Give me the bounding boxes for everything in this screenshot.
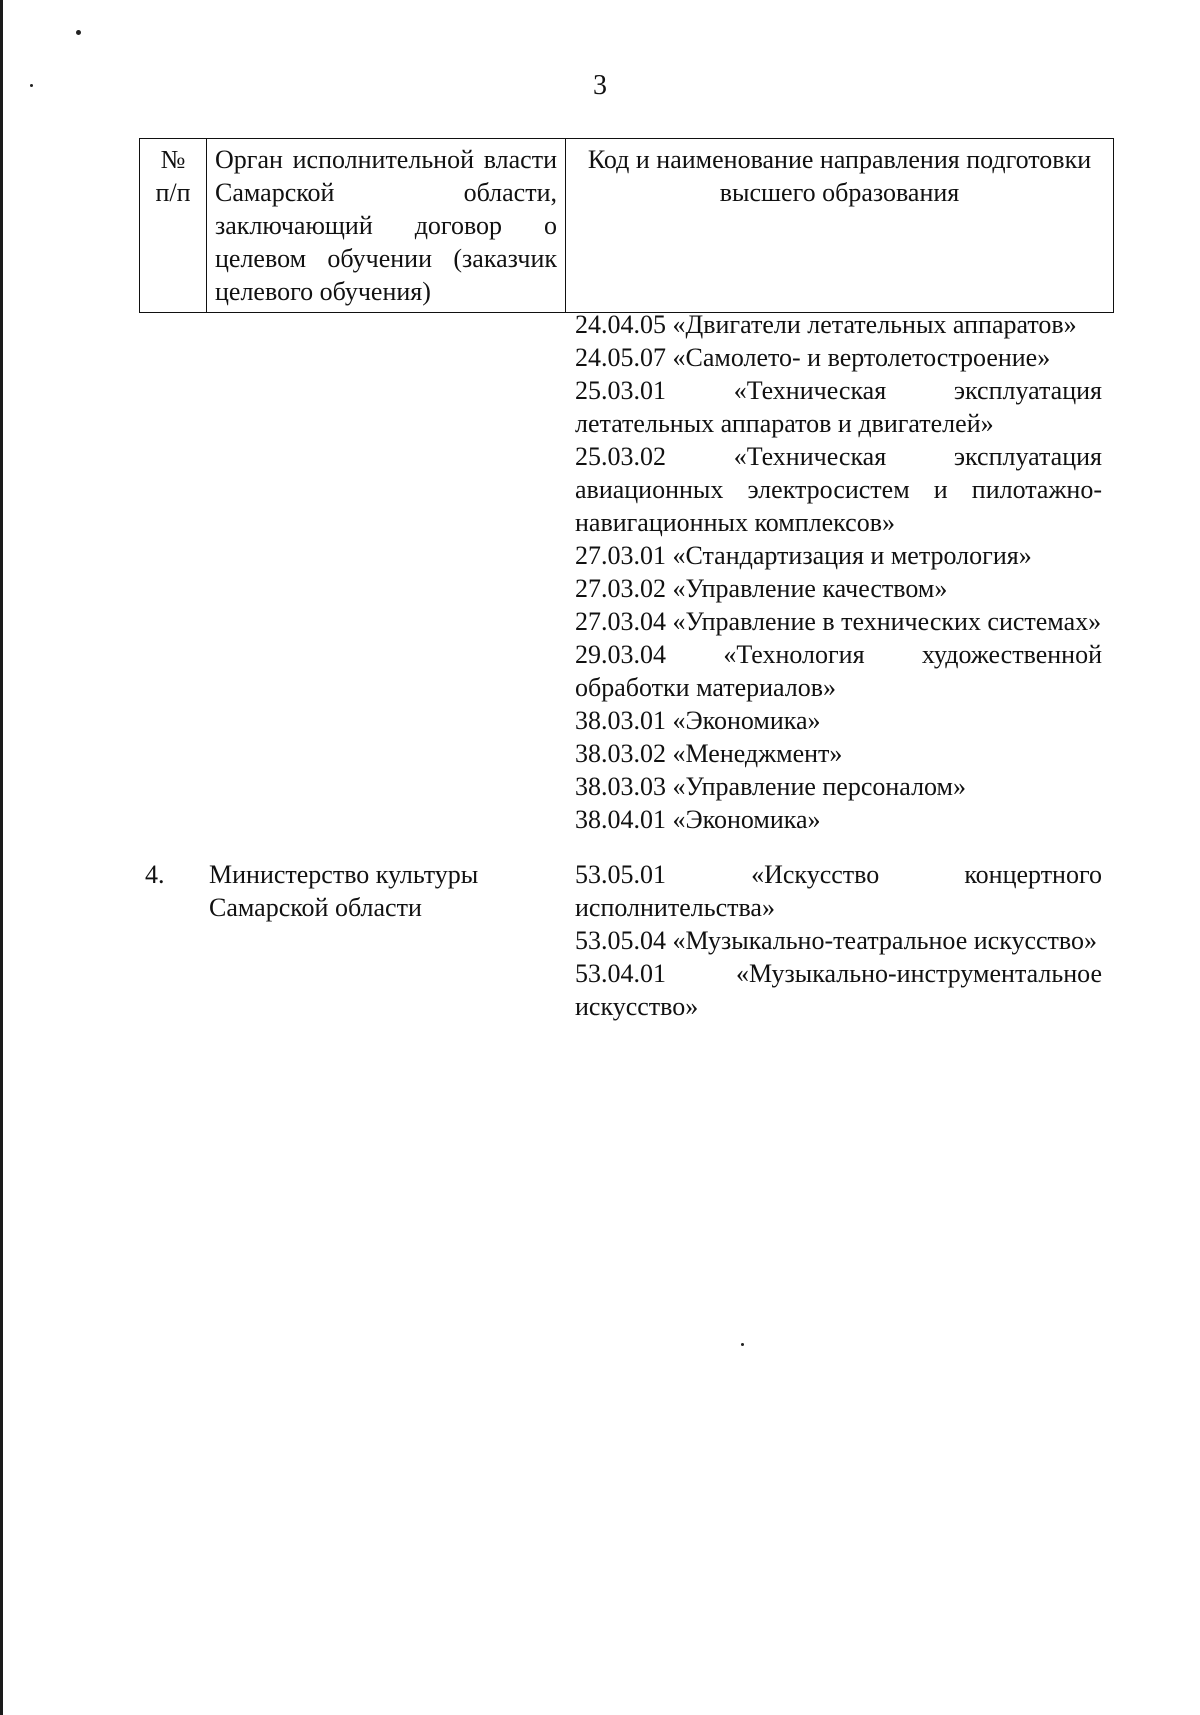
row-codes — [567, 308, 1102, 836]
row-organ: Министерство культуры Самарской области — [209, 860, 479, 922]
code-item: 27.03.04 «Управление в технических системах» — [575, 607, 1102, 636]
code-item: 27.03.01 «Стандартизация и метрология» — [575, 541, 1032, 570]
code-item: 25.03.02 «Техническая эксплуатация авиационных электросистем и пилотажно-навигационных комплексов» — [575, 442, 1102, 537]
code-item: 53.04.01 «Музыкально-инструментальное искусство» — [575, 959, 1102, 1021]
code-item: 38.03.01 «Экономика» — [575, 706, 821, 735]
code-item: 38.04.01 «Экономика» — [575, 805, 821, 834]
header-col-code: Код и наименование направления подготовки высшего образования — [566, 139, 1114, 313]
code-item: 38.03.02 «Менеджмент» — [575, 739, 843, 768]
scan-speck — [741, 1343, 744, 1346]
table-body — [139, 308, 1114, 1023]
row-number — [139, 308, 205, 836]
header-col-number: № п/п — [140, 139, 207, 313]
code-item: 25.03.01 «Техническая эксплуатация летательных аппаратов и двигателей» — [575, 376, 1102, 438]
code-item: 53.05.01 «Искусство концертного исполнительства» — [575, 860, 1102, 922]
row-codes — [567, 858, 1102, 1023]
code-item: 24.04.05 «Двигатели летательных аппаратов» — [575, 310, 1077, 339]
scan-edge — [0, 0, 3, 1715]
code-item: 27.03.02 «Управление качеством» — [575, 574, 948, 603]
row-organ — [205, 308, 567, 836]
table-row-ministry-culture — [139, 858, 1114, 1023]
code-item: 29.03.04 «Технология художественной обработки материалов» — [575, 640, 1102, 702]
code-item: 24.05.07 «Самолето- и вертолетостроение» — [575, 343, 1051, 372]
table-row-continued — [139, 308, 1114, 836]
page-number: 3 — [593, 70, 607, 101]
row-number: 4. — [145, 860, 165, 889]
header-col-organ: Орган исполнительной власти Самарской области, заключающий договор о целевом обучении (заказчик целевого обучения) — [207, 139, 566, 313]
code-item: 53.05.04 «Музыкально-театральное искусство» — [575, 926, 1098, 955]
scan-speck — [76, 30, 81, 35]
header-table — [139, 138, 1114, 313]
code-item: 38.03.03 «Управление персоналом» — [575, 772, 967, 801]
